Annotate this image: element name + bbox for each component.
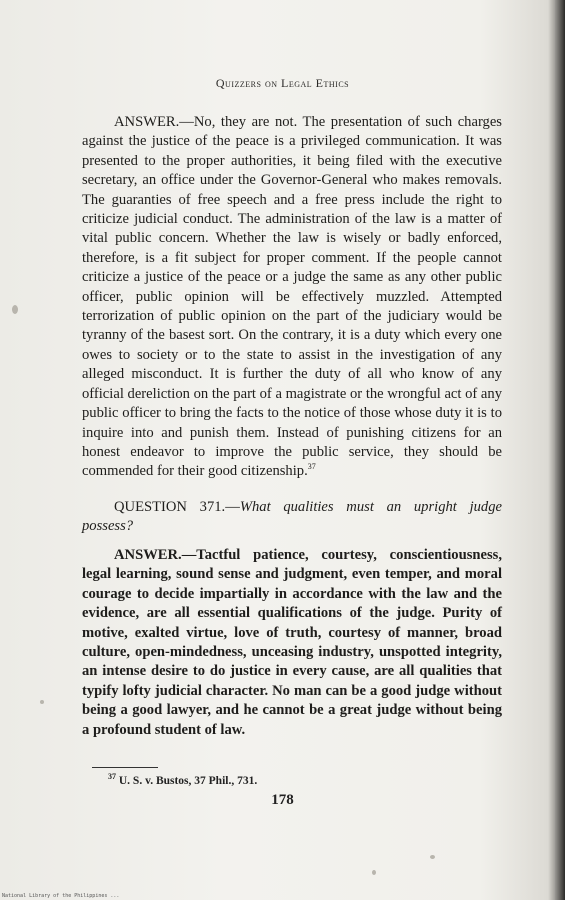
question-label: QUESTION 371.— bbox=[114, 499, 240, 515]
library-watermark: National Library of the Philippines ... bbox=[2, 893, 120, 899]
answer-paragraph-2 bbox=[82, 546, 502, 740]
paper-fleck bbox=[40, 700, 44, 704]
running-head: Quizzers on Legal Ethics bbox=[215, 76, 350, 90]
book-spine-shadow bbox=[555, 0, 565, 900]
answer-paragraph-1 bbox=[82, 113, 502, 482]
scan-footer bbox=[0, 888, 565, 900]
answer-1-text: ANSWER.—No, they are not. The presentation of such charges against the justice of the peace is a privileged communication. It was presented to the proper authorities, it being filed with the executive secretary, an office under the Governor-General who makes removals. The guaranties of free speech and a free press include the right to criticize judicial conduct. The administration of the law is a matter of vital public concern. Whether the law is wisely or badly enforced, therefore, is a fit subject for proper comment. If the people cannot criticize a justice of the peace or a judge the same as any other public officer, public opinion will be effectively muzzled. Attempted terrorization of public opinion on the part of the judiciary would be tyranny of the basest sort. On the contrary, it is a duty which every one owes to society or to the state to assist in the investigation of any alleged misconduct. It is further the duty of all who know of any official dereliction on the part of a magistrate or the wrongful act of any public officer to bring the facts to the notice of those whose duty it is to inquire into and punish them. Instead of punishing citizens for an honest endeavor to improve the public service, they should be commended for their good citizenship. bbox=[82, 114, 502, 480]
page-number: 178 bbox=[271, 792, 294, 808]
footnote-text: U. S. v. Bustos, 37 Phil., 731. bbox=[118, 774, 258, 787]
footnote-mark: 37 bbox=[108, 772, 116, 781]
paper-fleck bbox=[12, 305, 18, 314]
footnote-reference: 37 bbox=[307, 462, 316, 472]
paper-fleck bbox=[430, 855, 435, 859]
answer-2-text: ANSWER.—Tactful patience, courtesy, conscientiousness, legal learning, sound sense and judgment, even temper, and moral courage to decide impartially in accordance with the law and the evidence, are all essential qualifications of the judge. Purity of motive, exalted virtue, love of truth, courtesy of manner, broad culture, open-mindedness, unceasing industry, unspotted integrity, an intense desire to do justice in every cause, are all qualities that typify lofty judicial character. No man can be a good judge without being a good lawyer, and he cannot be a great judge without being a profound student of law. bbox=[82, 547, 502, 738]
paper-fleck bbox=[372, 870, 376, 875]
footnote bbox=[108, 772, 257, 787]
footnote-rule bbox=[92, 767, 158, 768]
question-371 bbox=[82, 498, 502, 537]
question-text: What qualities must an upright judge possess? bbox=[82, 499, 502, 535]
